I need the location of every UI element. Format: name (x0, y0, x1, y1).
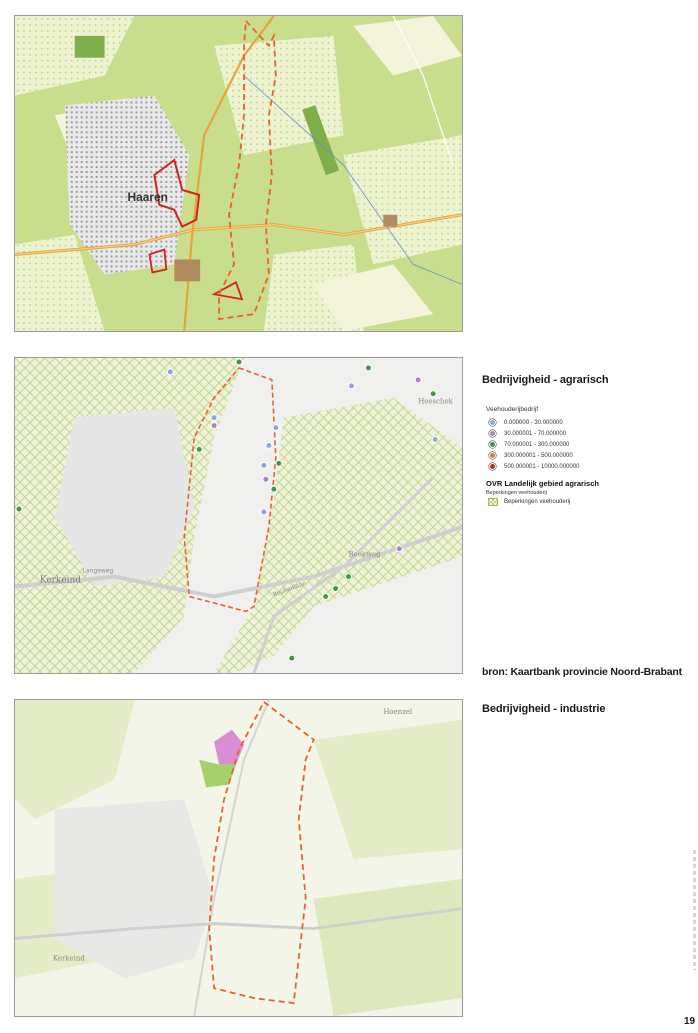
legend-item (486, 417, 691, 428)
side-text-mark (693, 850, 696, 970)
industrie-title: Bedrijvigheid - industrie (482, 703, 606, 715)
label-beukenlaan: Beukenlaan (272, 579, 308, 599)
page-number: 19 (684, 1016, 696, 1027)
source-caption: bron: Kaartbank provincie Noord-Brabant (482, 666, 682, 678)
hatch-swatch-icon (488, 498, 498, 506)
legend-item (486, 428, 691, 439)
legend-item (486, 450, 691, 461)
legend-dot-icon (489, 419, 496, 426)
label-hoenzel: Hoenzel (383, 707, 413, 716)
legend-label: Beperkingen veehouderij (504, 498, 571, 505)
industrie-map (14, 699, 463, 1017)
legend-dot-icon (489, 441, 496, 448)
legend-label: 300.000001 - 500.000000 (504, 452, 573, 459)
place-label-haaren: Haaren (127, 189, 168, 204)
legend-dot-icon (489, 430, 496, 437)
agrarisch-map (14, 357, 463, 674)
label-langeweg: Langeweg (82, 567, 114, 575)
legend-label: 0.000000 - 30.000000 (504, 419, 563, 426)
legend-item (486, 461, 691, 472)
legend-label: 500.000001 - 10000.000000 (504, 463, 580, 470)
legend-sub-note: Beperkingen veehouderij (486, 490, 547, 496)
label-heesche: Heeschek (418, 397, 453, 406)
agrarisch-legend (486, 406, 691, 507)
label-beekweg: Beekweg (348, 550, 381, 559)
legend-label: 70.000001 - 300.000000 (504, 441, 570, 448)
label-kerkeind: Kerkeind (39, 575, 81, 586)
legend-hatch-item (486, 496, 691, 507)
legend-item (486, 439, 691, 450)
legend-sub-heading: OVR Landelijk gebied agrarisch (486, 479, 599, 488)
label-kerkeind-2: Kerkeind (52, 954, 85, 963)
agrarisch-title: Bedrijvigheid - agrarisch (482, 374, 609, 386)
legend-dot-icon (489, 463, 496, 470)
legend-label: 30.000001 - 70.000000 (504, 430, 567, 437)
topographic-map (14, 15, 463, 332)
legend-dot-icon (489, 452, 496, 459)
legend-heading: Veehouderijbedrijf (486, 406, 539, 413)
